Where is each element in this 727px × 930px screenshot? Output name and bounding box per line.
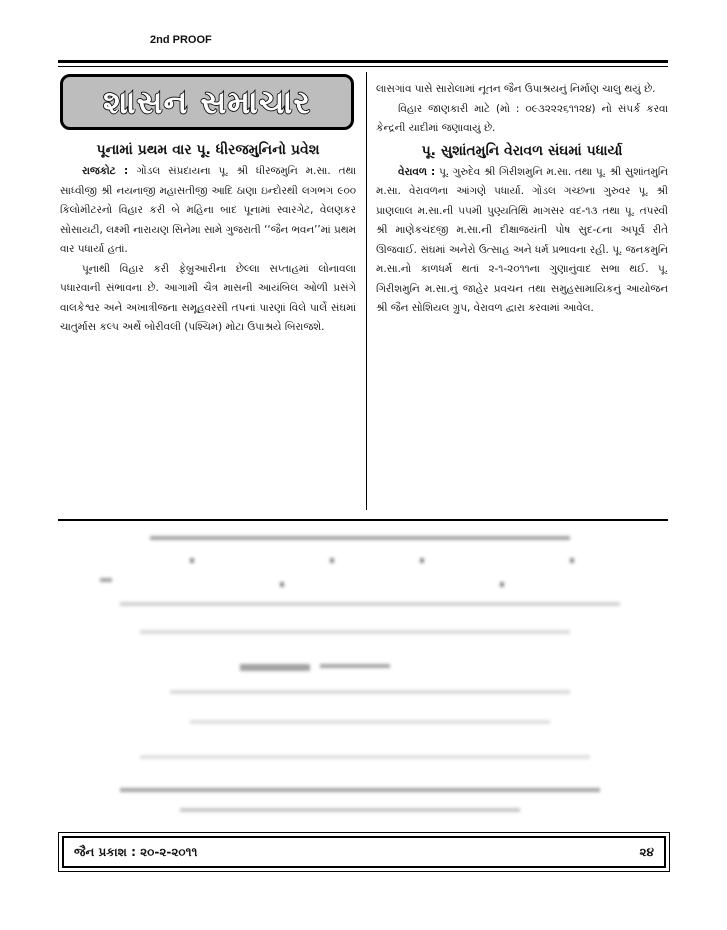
masthead-title: શાસન સમાચાર: [103, 82, 311, 121]
continued-paragraph: લાસગાંવ પાસે સારોલામાં નૂતન જૈન ઉપાશ્રયનું નિર્માણ ચાલુ થયું છે.: [376, 83, 656, 95]
masthead-banner: [60, 74, 354, 130]
dateline-separator: :: [115, 165, 137, 177]
section-rule: [58, 519, 668, 521]
column-divider: [366, 72, 367, 510]
article2-headline: પૂ. સુશાંતમુનિ વેરાવળ સંઘમાં પધાર્યા: [421, 142, 623, 159]
top-rule-thick: [58, 60, 668, 63]
top-rule-thin: [58, 66, 668, 67]
bleed-through-artifact: [80, 530, 660, 820]
article1-paragraph-1: [60, 162, 356, 260]
article1-dateline: રાજકોટ: [82, 165, 116, 177]
article1-text-1: ગોંડલ સંપ્રદાયના પૂ. શ્રી ધીરજમુનિ મ.સા. તથા સાધ્વીજી શ્રી નયનાજી મહાસતીજી આદિ ઠાણા ઇન્દોરથી લગભગ ૯૦૦ કિલોમીટરનો વિહાર કરી બે મહિના બાદ પૂનામાં સ્વારગેટ, વેલણકર સોસાયટી, લક્ષ્મી નારાયણ સિનેમા સામે ગુજરાતી ‘‘જૈન ભવન’’માં પ્રથમ વાર પધાર્યા હતાં.: [60, 165, 356, 255]
footer-box: [58, 832, 670, 872]
contact-paragraph: વિહાર જાણકારી માટે (મો : ૦૯૩૨૨૨૬૧૧૨૪) નો સંપર્ક કરવા કેન્દ્રની યાદીમાં જણાવાયું છે.: [376, 102, 668, 134]
footer-inner-frame: [62, 836, 666, 868]
dateline-separator: :: [426, 165, 440, 178]
proof-label: 2nd PROOF: [150, 34, 212, 46]
article1-headline: પૂનામાં પ્રથમ વાર પૂ. ધીરજમુનિનો પ્રવેશ: [96, 142, 320, 158]
article1-paragraph-2: પૂનાથી વિહાર કરી ફેબ્રુઆરીના છેલ્લા સપ્તાહમાં લોનાવલા પધારવાની સંભાવના છે. આગામી ચૈત્ર માસની આયંબિલ ઓળી પ્રસંગે વાલકેશ્વર અને અખાત્રીજના સમૂહવરસી તપનાં પારણાં વિલે પાર્લે સંઘમાં ચાતુર્માસ કલ્પ અર્થે બોરીવલી (પશ્ચિમ) મોટા ઉપાશ્રયે બિરાજશે.: [60, 262, 356, 333]
page-number: ૨૪: [639, 844, 654, 859]
article2-text: પૂ. ગુરુદેવ શ્રી ગિરીશમુનિ મ.સા. તથા પૂ. શ્રી સુશાંતમુનિ મ.સા. વેરાવળના આંગણે પધાર્યા. ગોંડલ ગચ્છના ગુરુવર પૂ. શ્રી પ્રાણલાલ મ.સા.ની ૫૫મી પુણ્યતિથિ માગસર વદ-૧૩ તથા પૂ. તપસ્વી શ્રી માણેકચંદજી મ.સા.ની દીક્ષાજયંતી પોષ સુદ-૮ના અપૂર્વ રીતે ઊજવાઈ. સંઘમાં અનેરો ઉત્સાહ અને ધર્મ પ્રભાવના રહી. પૂ. જનકમુનિ મ.સા.નો કાળધર્મ થતાં ૨-૧-૨૦૧૧ના ગુણાનુંવાદ સભા થઈ. પૂ. ગિરીશમુનિ મ.સા.નું જાહેર પ્રવચન તથા સમુહસામાયિકનું આયોજન શ્રી જૈન સોશિયલ ગ્રુપ, વેરાવળ દ્વારા કરવામાં આવેલ.: [376, 165, 668, 314]
article2-paragraph: [376, 163, 668, 319]
right-column: [376, 80, 668, 319]
left-column: [60, 138, 356, 338]
article2-dateline: વેરાવળ: [398, 165, 427, 178]
footer-publication-date: જૈન પ્રકાશ : ૨૦-૨-૨૦૧૧: [74, 844, 198, 859]
